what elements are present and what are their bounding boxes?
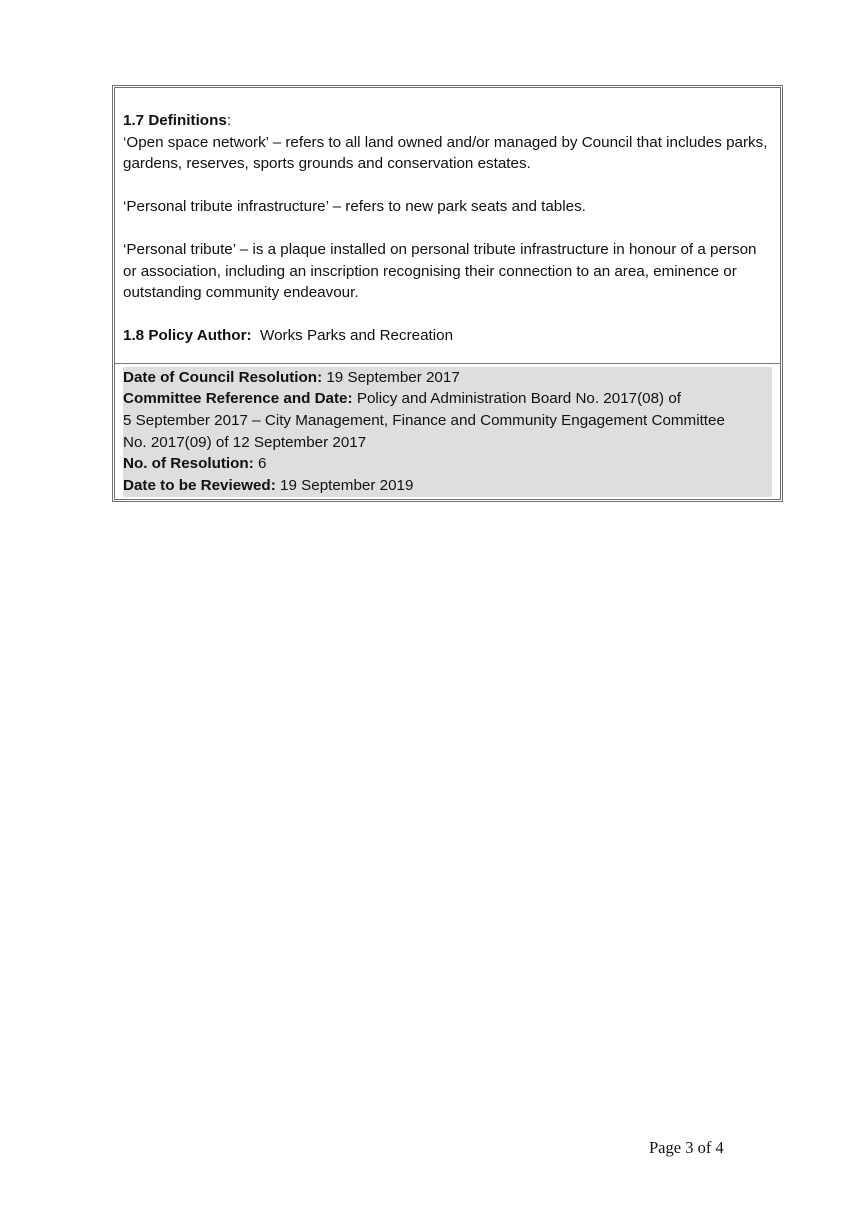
resolution-date-label: Date of Council Resolution: [123, 368, 323, 386]
policy-table [112, 85, 783, 502]
definition-open-space: ‘Open space network’ – refers to all land owned and/or managed by Council that includes parks, gardens, reserves, sports grounds and conservation estates. [123, 133, 768, 172]
committee-label: Committee Reference and Date: [123, 390, 353, 408]
committee-row-line2: 5 September 2017 – City Management, Finance and Community Engagement Committee [123, 410, 772, 432]
review-date-label: Date to be Reviewed: [123, 477, 276, 495]
definitions-heading-line [123, 110, 772, 175]
resolution-date-row [123, 367, 772, 389]
committee-row-line3: No. 2017(09) of 12 September 2017 [123, 432, 772, 454]
page-number: Page 3 of 4 [649, 1138, 724, 1157]
resolution-date-value: 19 September 2017 [326, 368, 460, 386]
review-date-value: 19 September 2019 [280, 477, 414, 495]
definition-personal-tribute: ‘Personal tribute’ – is a plaque installed on personal tribute infrastructure in honour of a person or association, including an inscription recognising their connection to an area, eminence or outstanding community endeavour. [123, 241, 757, 301]
definitions-section [115, 88, 780, 363]
policy-author-value: Works Parks and Recreation [260, 327, 454, 344]
policy-author [123, 325, 772, 347]
resolution-meta-section [115, 363, 780, 499]
definition-personal-tribute-infrastructure: ‘Personal tribute infrastructure’ – refers to new park seats and tables. [123, 198, 586, 215]
review-date-row [123, 475, 772, 497]
committee-row [123, 388, 772, 410]
resolution-number-row [123, 453, 772, 475]
definitions-heading: 1.7 Definitions [123, 112, 227, 129]
resolution-number-label: No. of Resolution: [123, 455, 254, 473]
committee-value-line1: Policy and Administration Board No. 2017(08) of [356, 390, 681, 408]
policy-author-label: 1.8 Policy Author: [123, 327, 252, 344]
definitions-heading-suffix: : [226, 112, 232, 129]
resolution-number-value: 6 [258, 455, 267, 473]
